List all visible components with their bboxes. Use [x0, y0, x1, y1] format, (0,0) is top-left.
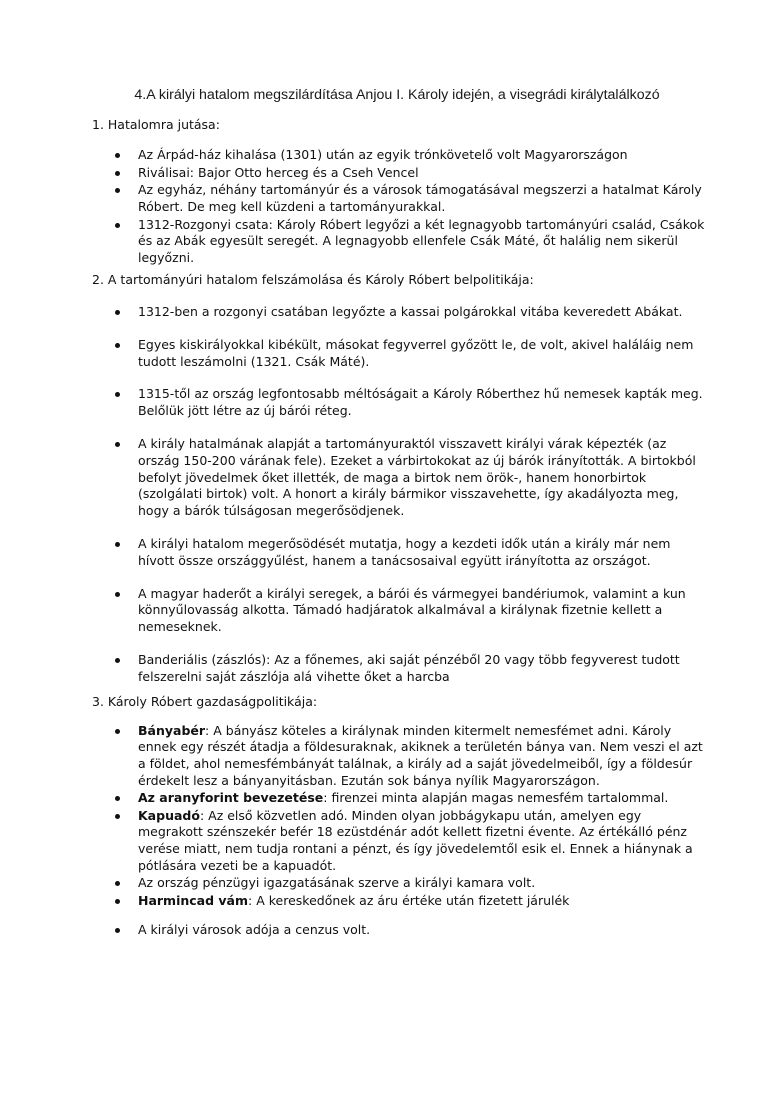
list-item — [92, 893, 708, 910]
list-item: 1312-ben a rozgonyi csatában legyőzte a kassai polgárokkal vitába keveredett Abákat. — [92, 304, 708, 321]
term-label: Kapuadó — [138, 807, 200, 823]
term-label: Bányabér — [138, 722, 206, 738]
list-item: Egyes kiskirályokkal kibékült, másokat fegyverrel győzött le, de volt, akivel haláláig nem tudott leszámolni (1321. Csák Máté). — [92, 337, 708, 371]
document-page — [0, 87, 768, 1111]
document-title: 4.A királyi hatalom megszilárdítása Anjou I. Károly idején, a visegrádi királytalálkozó — [134, 87, 660, 103]
list-item: Banderiális (zászlós): Az a főnemes, aki saját pénzéből 20 vagy több fegyverest tudott felszerelni saját zászlója alá vihette őket a harcba — [92, 652, 708, 686]
list-item: Az egyház, néhány tartományúr és a városok támogatásával megszerzi a hatalmat Károly Róbert. De meg kell küzdeni a tartományurakkal. — [92, 182, 708, 216]
list-item — [92, 808, 708, 875]
list-item: 1315-től az ország legfontosabb méltóságait a Károly Róberthez hű nemesek kapták meg. Belőlük jött létre az új bárói réteg. — [92, 386, 708, 420]
term-text: : A bányász köteles a királynak minden kitermelt nemesfémet adni. Károly ennek egy részét átadja a földesuraknak, akiknek a területén bánya van. Nem veszi el azt a földet, ahol nemesfémbányát találnak, a király ad a saját jövedelmeiből, így a földesúr érdekelt lesz a bányanyitásban. Ezután sok bánya nyílik Magyarországon. — [138, 722, 703, 788]
section-heading-1: 1. Hatalomra jutása: — [92, 117, 220, 132]
term-text: A királyi városok adója a cenzus volt. — [138, 921, 371, 937]
bullet-list-1 — [92, 147, 708, 267]
section-heading-3: 3. Károly Róbert gazdaságpolitikája: — [92, 693, 318, 709]
section-heading-2: 2. A tartományúri hatalom felszámolása és Károly Róbert belpolitikája: — [92, 271, 534, 287]
list-item: Az Árpád-ház kihalása (1301) után az egyik trónkövetelő volt Magyarországon — [92, 147, 708, 164]
list-item: Riválisai: Bajor Otto herceg és a Cseh Vencel — [92, 165, 708, 182]
list-item: A magyar haderőt a királyi seregek, a bárói és vármegyei bandériumok, valamint a kun könnyűlovasság alkotta. Támadó hadjáratok alkalmával a királynak fizetnie kellett a nemeseknek. — [92, 586, 708, 636]
term-label: Az aranyforint bevezetése — [138, 790, 324, 806]
list-item — [92, 922, 708, 939]
list-item — [92, 875, 708, 892]
bullet-list-2 — [92, 304, 708, 686]
list-item: 1312-Rozgonyi csata: Károly Róbert legyőzi a két legnagyobb tartományúri család, Csákok és az Abák egyesült seregét. A legnagyobb ellenfele Csák Máté, őt halálig nem sikerül legyőzni. — [92, 217, 708, 267]
bullet-list-3 — [92, 723, 708, 939]
term-text: Az ország pénzügyi igazgatásának szerve a királyi kamara volt. — [138, 875, 536, 891]
list-item: A király hatalmának alapját a tartományuraktól visszavett királyi várak képezték (az ország 150-200 várának fele). Ezeket a várbirtokokat az új bárók irányították. A birtokból befolyt jövedelmek őket illették, de maga a birtok nem örök-, hanem honorbirtok (szolgálati birtok) volt. A honort a király bármikor visszavehette, így akadályozta meg, hogy a bárók túlságosan megerősödjenek. — [92, 436, 708, 520]
list-item — [92, 790, 708, 807]
term-text: : firenzei minta alapján magas nemesfém tartalommal. — [323, 790, 669, 806]
list-item: A királyi hatalom megerősödését mutatja, hogy a kezdeti idők után a király már nem hívott össze országgyűlést, hanem a tanácsosaival együtt irányította az országot. — [92, 536, 708, 570]
term-text: : A kereskedőnek az áru értéke után fizetett járulék — [248, 892, 570, 908]
term-text: : Az első közvetlen adó. Minden olyan jobbágykapu után, amelyen egy megrakott szénszekér befér 18 ezüstdénár adót kellett fizetni évente. Az értékálló pénz verése miatt, nem tudja rontani a pénzt, és így jövedelemtől esik el. Ennek a hiánynak a pótlására vezeti be a kapuadót. — [138, 807, 693, 874]
list-item — [92, 723, 708, 790]
term-label: Harmincad vám — [138, 892, 249, 908]
